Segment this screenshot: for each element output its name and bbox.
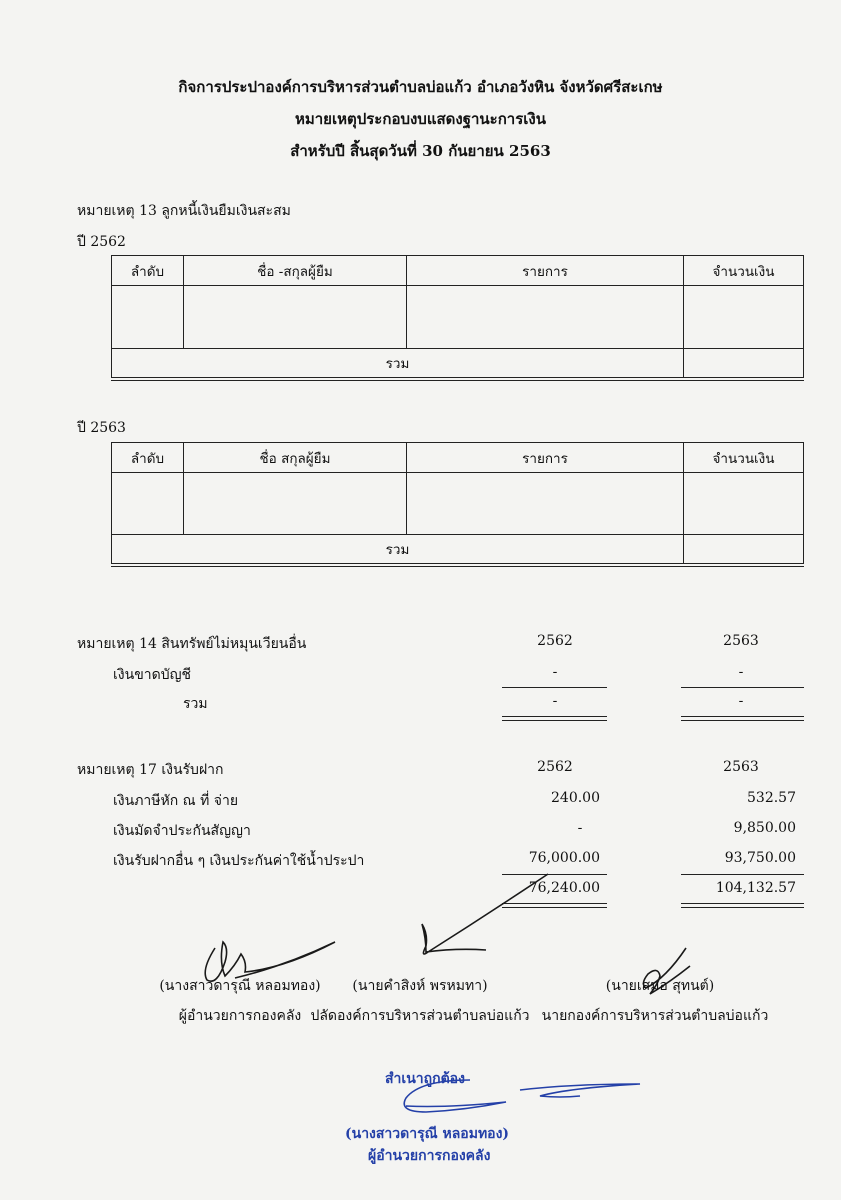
note13-year2-label: ปี 2563 <box>77 420 126 436</box>
note17-row-label: เงินรับฝากอื่น ๆ เงินประกันค่าใช้น้ำประปา <box>113 853 365 869</box>
note17-row-label: เงินภาษีหัก ณ ที่ จ่าย <box>113 793 239 809</box>
note14-row-label: เงินขาดบัญชี <box>113 667 192 683</box>
col-header-borrower: ชื่อ -สกุลผู้ยืม <box>184 256 407 286</box>
note17-row-2562: - <box>577 820 583 836</box>
total-label: รวม <box>112 535 684 565</box>
col-header-borrower: ชื่อ สกุลผู้ยืม <box>184 443 407 473</box>
col-header-order: ลำดับ <box>112 443 184 473</box>
note14-total-2563: - <box>738 693 744 709</box>
note17-row-2563: 93,750.00 <box>724 850 796 866</box>
note17-total-2562: 76,240.00 <box>528 880 600 896</box>
stamp-position: ผู้อำนวยการกองคลัง <box>368 1148 491 1164</box>
note14-total-label: รวม <box>183 696 208 712</box>
note13-title: หมายเหตุ 13 ลูกหนี้เงินยืมเงินสะสม <box>77 203 291 219</box>
stamp-name: (นางสาวดารุณี หลอมทอง) <box>345 1126 510 1142</box>
note14-col-2562: 2562 <box>537 633 573 649</box>
signature-name: (นางสาวดารุณี หลอมทอง) <box>159 978 321 994</box>
note13-year1-label: ปี 2562 <box>77 234 126 250</box>
signature-name: (นายเสมอ สุทนต์) <box>605 978 715 994</box>
note14-total-2562: - <box>552 693 558 709</box>
certified-copy-stamp: สำเนาถูกต้อง <box>385 1071 465 1087</box>
document-title: กิจการประปาองค์การบริหารส่วนตำบลบ่อแก้ว อำเภอวังหิน จังหวัดศรีสะเกษ <box>178 78 663 96</box>
col-header-order: ลำดับ <box>112 256 184 286</box>
note17-row-label: เงินมัดจำประกันสัญญา <box>113 823 251 839</box>
note17-col-2562: 2562 <box>537 759 573 775</box>
document-subtitle: หมายเหตุประกอบงบแสดงฐานะการเงิน <box>294 110 546 128</box>
signature-position: ปลัดองค์การบริหารส่วนตำบลบ่อแก้ว <box>310 1008 530 1024</box>
note14-row-2562: - <box>552 664 558 680</box>
signature-name: (นายคำสิงห์ พรหมทา) <box>352 978 488 994</box>
note14-title: หมายเหตุ 14 สินทรัพย์ไม่หมุนเวียนอื่น <box>77 636 307 652</box>
col-header-amount: จำนวนเงิน <box>684 256 804 286</box>
note17-row-2562: 76,000.00 <box>528 850 600 866</box>
col-header-amount: จำนวนเงิน <box>684 443 804 473</box>
col-header-item: รายการ <box>407 443 684 473</box>
note17-title: หมายเหตุ 17 เงินรับฝาก <box>77 762 224 778</box>
document-period: สำหรับปี สิ้นสุดวันที่ 30 กันยายน 2563 <box>290 142 551 160</box>
note17-row-2563: 532.57 <box>747 790 796 806</box>
note17-total-2563: 104,132.57 <box>715 880 796 896</box>
note14-col-2563: 2563 <box>723 633 759 649</box>
signature-position: นายกองค์การบริหารส่วนตำบลบ่อแก้ว <box>541 1008 769 1024</box>
note17-row-2563: 9,850.00 <box>733 820 796 836</box>
note17-col-2563: 2563 <box>723 759 759 775</box>
note17-row-2562: 240.00 <box>551 790 600 806</box>
col-header-item: รายการ <box>407 256 684 286</box>
signature-position: ผู้อำนวยการกองคลัง <box>178 1008 302 1024</box>
total-label: รวม <box>112 349 684 379</box>
note14-row-2563: - <box>738 664 744 680</box>
